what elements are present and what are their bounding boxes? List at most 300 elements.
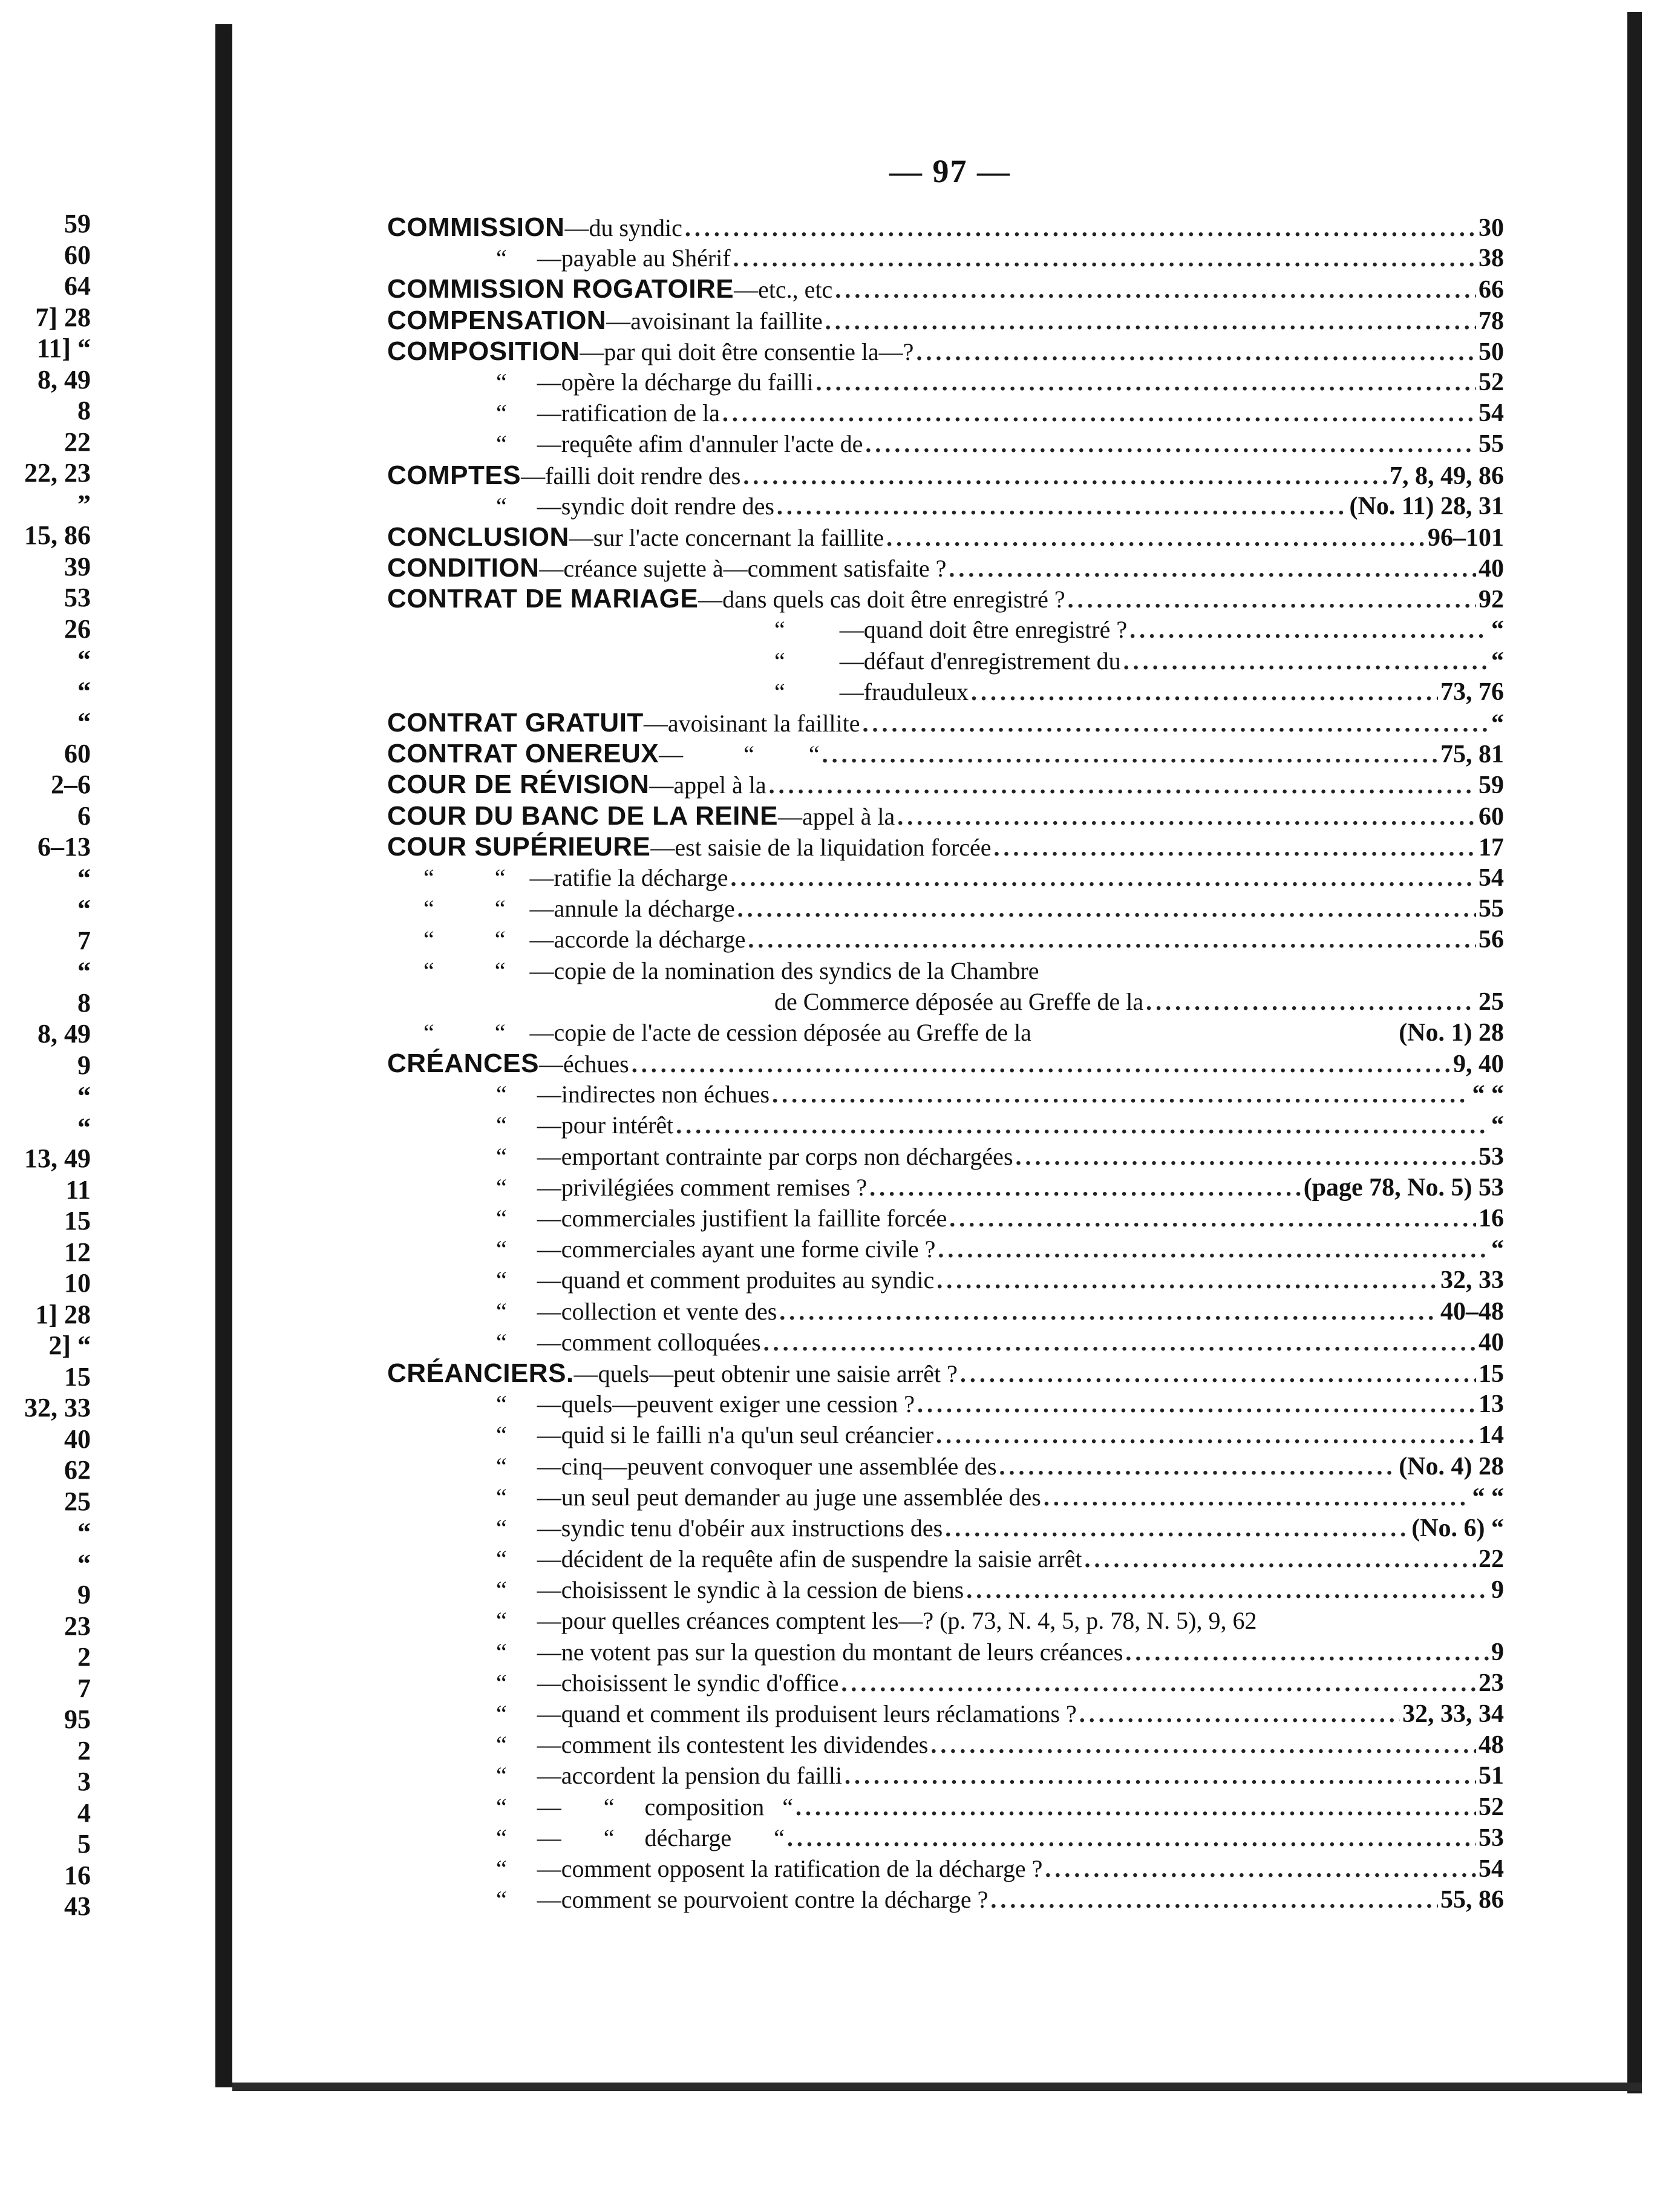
leader-dots xyxy=(632,1049,1451,1079)
entry-heading: CONDITION xyxy=(387,553,540,583)
entry-description: —comment opposent la ratification de la décharge ? xyxy=(537,1854,1043,1882)
entry-description: —est saisie de la liquidation forcée xyxy=(650,833,992,861)
leader-dots xyxy=(787,1822,1476,1853)
page-reference: 32, 33 xyxy=(1440,1266,1504,1295)
page-reference: “ xyxy=(1491,647,1504,675)
leader-dots xyxy=(743,460,1387,491)
index-entry xyxy=(387,1637,1504,1667)
page-reference: 55 xyxy=(1479,895,1504,923)
index-entry xyxy=(387,460,1504,491)
page-reference: 9, 40 xyxy=(1453,1050,1504,1079)
page-reference: 96–101 xyxy=(1428,523,1504,552)
ditto-mark: “ xyxy=(496,430,507,458)
index-entry xyxy=(387,367,1504,398)
entry-description: —opère la décharge du failli xyxy=(537,368,814,396)
page-reference: 14 xyxy=(1479,1421,1504,1450)
page-reference: “ “ xyxy=(1472,1483,1504,1511)
page-reference: 52 xyxy=(1479,1793,1504,1821)
page-reference: 78 xyxy=(1479,307,1504,335)
left-margin-number: 2–6 xyxy=(51,770,91,799)
entry-description: —comment colloquées xyxy=(537,1328,761,1356)
ditto-mark: “ xyxy=(496,1421,507,1449)
index-entry xyxy=(387,1698,1504,1729)
left-margin-number: 15 xyxy=(64,1206,91,1235)
left-margin-number: 9 xyxy=(77,1580,91,1609)
leader-dots xyxy=(949,553,1476,584)
entry-description: —ne votent pas sur la question du montant de leurs créances xyxy=(537,1638,1123,1666)
ditto-mark: “ xyxy=(496,1390,507,1418)
leader-dots xyxy=(777,491,1347,522)
entry-description: —syndic tenu d'obéir aux instructions des xyxy=(537,1514,943,1542)
ditto-mark: “ xyxy=(496,1854,507,1882)
left-margin-number: 6 xyxy=(77,800,91,831)
page-reference: 40–48 xyxy=(1440,1297,1504,1326)
ditto-mark: “ xyxy=(496,1142,507,1170)
ditto-mark: “ xyxy=(496,1545,507,1573)
left-margin-number: 22 xyxy=(64,427,91,457)
entry-description: —accorde la décharge xyxy=(529,926,746,954)
left-margin-number: “ xyxy=(77,645,91,675)
page-edge xyxy=(1627,12,1642,2093)
ditto-mark: “ “ xyxy=(423,1018,506,1046)
page-reference: 53 xyxy=(1479,1824,1504,1852)
page-reference: “ “ xyxy=(1472,1081,1504,1109)
index-entry xyxy=(387,1482,1504,1513)
entry-description: —ratifie la décharge xyxy=(529,863,728,891)
leader-dots xyxy=(1125,1637,1489,1667)
page-reference: 23 xyxy=(1479,1669,1504,1697)
leader-dots xyxy=(1045,1853,1476,1884)
leader-dots xyxy=(685,212,1476,243)
entry-description: —dans quels cas doit être enregistré ? xyxy=(698,586,1065,614)
ditto-mark: “ xyxy=(496,1328,507,1356)
page-reference: 59 xyxy=(1479,771,1504,800)
ditto-mark: “ xyxy=(496,1205,507,1232)
leader-dots xyxy=(865,428,1476,459)
leader-dots xyxy=(863,708,1489,739)
leader-dots xyxy=(990,1884,1438,1915)
entry-description: —choisissent le syndic à la cession de biens xyxy=(537,1576,964,1604)
entry-description: —appel à la xyxy=(777,802,895,830)
ditto-mark: “ xyxy=(496,1638,507,1666)
entry-description: —avoisinant la faillite xyxy=(606,307,823,335)
left-margin-number: 40 xyxy=(64,1424,91,1454)
index-entry xyxy=(387,1079,1504,1110)
index-entry xyxy=(387,1760,1504,1791)
index-entry xyxy=(387,1110,1504,1140)
index-entry xyxy=(387,491,1504,522)
left-margin-number: 3 xyxy=(77,1767,91,1796)
left-margin-number: 64 xyxy=(64,271,91,301)
entry-description: —quand et comment produites au syndic xyxy=(537,1266,935,1294)
page-reference: 54 xyxy=(1479,863,1504,892)
left-margin-number: “ xyxy=(77,1517,91,1547)
page-reference: 9 xyxy=(1491,1576,1504,1605)
entry-description: —indirectes non échues xyxy=(537,1081,770,1108)
page-reference: 40 xyxy=(1479,555,1504,583)
entry-description: —avoisinant la faillite xyxy=(643,710,860,737)
entry-description: —etc., etc xyxy=(734,276,833,304)
leader-dots xyxy=(825,306,1476,336)
left-page-fragment xyxy=(0,208,91,1922)
entry-heading: COUR DE RÉVISION xyxy=(387,770,650,800)
leader-dots xyxy=(816,367,1476,398)
index-entry xyxy=(387,1141,1504,1172)
entry-description: —ratification de la xyxy=(537,399,720,427)
index-entry xyxy=(387,614,1504,645)
page-reference: 38 xyxy=(1479,244,1504,273)
ditto-mark: “ “ xyxy=(423,863,506,891)
ditto-mark: “ xyxy=(496,368,507,396)
leader-dots xyxy=(737,893,1476,924)
entry-description: —quels—peut obtenir une saisie arrêt ? xyxy=(573,1360,958,1387)
index-entry xyxy=(387,1574,1504,1605)
page-reference: 9 xyxy=(1491,1638,1504,1666)
index-entry xyxy=(387,924,1504,955)
index-entry xyxy=(387,1884,1504,1915)
page-reference: 92 xyxy=(1479,586,1504,614)
leader-dots xyxy=(772,1079,1469,1110)
index-entry xyxy=(387,428,1504,459)
leader-dots xyxy=(845,1760,1476,1791)
leader-dots xyxy=(730,862,1476,893)
leader-dots xyxy=(930,1729,1476,1760)
leader-dots xyxy=(945,1513,1409,1543)
left-margin-number: 8 xyxy=(77,987,91,1018)
page-number: — 97 — xyxy=(889,153,1011,189)
left-margin-number: 2 xyxy=(77,1642,91,1672)
leader-dots xyxy=(917,1389,1476,1419)
ditto-mark: “ xyxy=(496,1081,507,1108)
leader-dots xyxy=(966,1574,1489,1605)
page-reference: (No. 1) 28 xyxy=(1399,1018,1504,1047)
left-margin-number: 13, 49 xyxy=(24,1144,91,1173)
left-margin-number: ” xyxy=(77,489,91,519)
ditto-mark: “ xyxy=(496,1266,507,1294)
page-reference: 54 xyxy=(1479,399,1504,428)
entry-heading: COMMISSION xyxy=(387,212,565,242)
entry-description: —décident de la requête afin de suspendre la saisie arrêt xyxy=(537,1545,1082,1573)
entry-description: — “ décharge “ xyxy=(537,1824,785,1851)
page-reference: 75, 81 xyxy=(1440,741,1504,769)
entry-description: —failli doit rendre des xyxy=(521,462,741,489)
left-margin-number: 62 xyxy=(64,1455,91,1485)
index-entry xyxy=(387,986,1504,1017)
left-margin-number: 11 xyxy=(65,1174,91,1205)
index-entry xyxy=(387,646,1504,676)
left-margin-number: 60 xyxy=(64,738,91,768)
ditto-mark: “ xyxy=(496,492,507,520)
entry-description: de Commerce déposée au Greffe de la xyxy=(774,987,1144,1015)
ditto-mark: “ xyxy=(496,399,507,427)
left-margin-number: “ xyxy=(77,863,91,893)
page-reference: 30 xyxy=(1479,214,1504,242)
index-entry xyxy=(387,1389,1504,1419)
entry-description: —commerciales justifient la faillite forcée xyxy=(537,1205,947,1232)
ditto-mark: “ “ xyxy=(423,957,506,984)
page-reference: 51 xyxy=(1479,1762,1504,1790)
leader-dots xyxy=(971,676,1438,707)
entry-heading: COMPOSITION xyxy=(387,336,580,366)
entry-description: —emportant contrainte par corps non déchargées xyxy=(537,1142,1013,1170)
entry-description: —copie de l'acte de cession déposée au Greffe de la xyxy=(529,1018,1031,1046)
entry-description: —pour intérêt xyxy=(537,1111,674,1139)
entry-description: —un seul peut demander au juge une assemblée des xyxy=(537,1483,1041,1511)
index-entry xyxy=(387,893,1504,924)
index-entry xyxy=(387,1605,1504,1636)
entry-heading: CRÉANCIERS. xyxy=(387,1358,574,1388)
entry-description: —quid si le failli n'a qu'un seul créancier xyxy=(537,1421,934,1449)
ditto-mark: “ “ xyxy=(423,926,506,954)
leader-dots xyxy=(1146,986,1476,1017)
ditto-mark: “ xyxy=(774,616,785,644)
leader-dots xyxy=(1079,1698,1400,1729)
page-reference: “ xyxy=(1491,616,1504,644)
leader-dots xyxy=(869,1172,1301,1203)
page-reference: 17 xyxy=(1479,833,1504,862)
leader-dots xyxy=(949,1203,1476,1234)
entry-description: —sur l'acte concernant la faillite xyxy=(569,523,884,551)
page-reference: “ xyxy=(1491,1235,1504,1264)
entry-description: —copie de la nomination des syndics de la Chambre xyxy=(529,957,1039,984)
index-list xyxy=(387,212,1504,1915)
ditto-mark: “ xyxy=(496,1824,507,1851)
ditto-mark: “ xyxy=(496,1297,507,1325)
page-reference: 54 xyxy=(1479,1854,1504,1883)
entry-description: —comment se pourvoient contre la décharge ? xyxy=(537,1886,988,1914)
entry-heading: CONTRAT ONEREUX xyxy=(387,739,659,769)
index-entry xyxy=(387,1853,1504,1884)
left-margin-number: 4 xyxy=(77,1798,91,1828)
page-reference: 56 xyxy=(1479,926,1504,954)
leader-dots xyxy=(936,1265,1438,1295)
index-entry xyxy=(387,336,1504,367)
page-reference: (No. 4) 28 xyxy=(1399,1452,1504,1481)
left-margin-number: 8, 49 xyxy=(38,1019,91,1049)
index-entry xyxy=(387,831,1504,862)
index-entry xyxy=(387,243,1504,273)
entry-description: —collection et vente des xyxy=(537,1297,777,1325)
ditto-mark: “ xyxy=(496,1576,507,1604)
ditto-mark: “ xyxy=(496,1669,507,1697)
leader-dots xyxy=(916,336,1476,367)
left-margin-number: 1] 28 xyxy=(35,1299,91,1329)
index-entry xyxy=(387,1203,1504,1234)
entry-heading: COUR DU BANC DE LA REINE xyxy=(387,800,778,831)
page-reference: 66 xyxy=(1479,276,1504,304)
left-margin-number: “ xyxy=(77,676,91,706)
index-entry xyxy=(387,707,1504,738)
left-margin-number: 7] 28 xyxy=(35,302,91,332)
left-margin-number: 60 xyxy=(64,240,91,270)
index-entry xyxy=(387,1543,1504,1574)
page-reference: 52 xyxy=(1479,368,1504,396)
entry-heading: COMMISSION ROGATOIRE xyxy=(387,274,734,304)
entry-description: —syndic doit rendre des xyxy=(537,492,774,520)
index-entry xyxy=(387,800,1504,831)
entry-description: —accordent la pension du failli xyxy=(537,1762,843,1790)
ditto-mark: “ xyxy=(774,678,785,705)
left-margin-number: 32, 33 xyxy=(24,1393,91,1422)
left-margin-number: 9 xyxy=(77,1050,91,1080)
entry-description: —annule la décharge xyxy=(529,895,735,923)
index-entry xyxy=(387,955,1504,986)
entry-heading: CONTRAT DE MARIAGE xyxy=(387,584,699,614)
page-reference: 22 xyxy=(1479,1545,1504,1574)
entry-description: —par qui doit être consentie la—? xyxy=(580,338,914,365)
leader-dots xyxy=(897,801,1476,832)
entry-description: —privilégiées comment remises ? xyxy=(537,1173,868,1201)
page-reference: 53 xyxy=(1479,1142,1504,1171)
entry-description: —quels—peuvent exiger une cession ? xyxy=(537,1390,915,1418)
index-entry xyxy=(387,1667,1504,1698)
index-entry xyxy=(387,1265,1504,1295)
left-margin-number: 2 xyxy=(77,1735,91,1765)
page-reference: 60 xyxy=(1479,802,1504,831)
page-reference: “ xyxy=(1491,1111,1504,1140)
index-entry xyxy=(387,1822,1504,1853)
ditto-mark: “ xyxy=(496,1514,507,1542)
page-reference: (No. 6) “ xyxy=(1411,1514,1504,1542)
leader-dots xyxy=(1016,1141,1476,1172)
left-margin-number: 53 xyxy=(64,583,91,612)
index-entry xyxy=(387,1419,1504,1450)
left-margin-number: 12 xyxy=(64,1237,91,1267)
page-reference: 50 xyxy=(1479,338,1504,366)
ditto-mark: “ xyxy=(774,647,785,675)
ditto-mark: “ xyxy=(496,1111,507,1139)
ditto-mark: “ xyxy=(496,1483,507,1511)
index-entry xyxy=(387,1513,1504,1543)
page-reference: (page 78, No. 5) 53 xyxy=(1303,1173,1504,1202)
leader-dots xyxy=(1068,584,1476,615)
leader-dots xyxy=(835,274,1476,305)
index-entry xyxy=(387,1792,1504,1822)
leader-dots xyxy=(769,770,1476,800)
page-reference: “ xyxy=(1491,710,1504,738)
index-entry xyxy=(387,1296,1504,1327)
left-margin-number: 10 xyxy=(64,1268,91,1298)
index-entry xyxy=(387,583,1504,614)
entry-description: —quand et comment ils produisent leurs réclamations ? xyxy=(537,1700,1077,1727)
index-entry xyxy=(387,552,1504,583)
left-margin-number: “ xyxy=(77,957,91,986)
ditto-mark: “ xyxy=(496,244,507,272)
page-reference: 48 xyxy=(1479,1731,1504,1759)
left-margin-number: “ xyxy=(77,1112,91,1142)
ditto-mark: “ xyxy=(496,1886,507,1914)
page-reference: 40 xyxy=(1479,1328,1504,1356)
leader-dots xyxy=(886,522,1425,553)
entry-description: —pour quelles créances comptent les—? (p. 73, N. 4, 5, p. 78, N. 5), 9, 62 xyxy=(537,1607,1257,1635)
page-reference: 32, 33, 34 xyxy=(1402,1700,1504,1728)
left-margin-number: 22, 23 xyxy=(24,458,91,488)
index-entry xyxy=(387,1234,1504,1265)
entry-description: —requête afim d'annuler l'acte de xyxy=(537,430,863,458)
left-margin-number: 39 xyxy=(64,551,91,581)
index-entry xyxy=(387,1172,1504,1203)
leader-dots xyxy=(1084,1543,1476,1574)
left-margin-number: 15, 86 xyxy=(24,520,91,550)
leader-dots xyxy=(748,924,1476,955)
leader-dots xyxy=(936,1419,1476,1450)
entry-heading: COMPENSATION xyxy=(387,305,607,335)
index-entry xyxy=(387,1048,1504,1079)
index-entry xyxy=(387,1327,1504,1358)
left-margin-number: 23 xyxy=(64,1611,91,1641)
entry-description: —défaut d'enregistrement du xyxy=(839,647,1121,675)
leader-dots xyxy=(733,243,1476,273)
leader-dots xyxy=(999,1451,1397,1482)
leader-dots xyxy=(822,739,1438,770)
index-entry xyxy=(387,305,1504,336)
index-entry xyxy=(387,1729,1504,1760)
index-entry xyxy=(387,738,1504,769)
leader-dots xyxy=(722,398,1476,428)
left-margin-number: 25 xyxy=(64,1486,91,1516)
leader-dots xyxy=(796,1792,1476,1822)
left-margin-number: 7 xyxy=(77,1673,91,1703)
page-reference: 55 xyxy=(1479,430,1504,459)
entry-description: —frauduleux xyxy=(839,678,969,705)
ditto-mark: “ xyxy=(496,1173,507,1201)
left-margin-number: 43 xyxy=(64,1891,91,1921)
entry-description: —quand doit être enregistré ? xyxy=(839,616,1128,644)
leader-dots xyxy=(779,1296,1438,1327)
entry-description: — “ composition “ xyxy=(537,1793,794,1821)
index-entry xyxy=(387,769,1504,800)
ditto-mark: “ “ xyxy=(423,895,506,923)
index-entry xyxy=(387,522,1504,552)
leader-dots xyxy=(676,1110,1489,1140)
left-margin-number: 15 xyxy=(64,1361,91,1392)
ditto-mark: “ xyxy=(496,1793,507,1821)
ditto-mark: “ xyxy=(496,1452,507,1480)
leader-dots xyxy=(1129,614,1489,645)
page-reference: 13 xyxy=(1479,1390,1504,1419)
page-reference: (No. 11) 28, 31 xyxy=(1349,492,1504,520)
entry-description: —créance sujette à—comment satisfaite ? xyxy=(539,555,947,583)
leader-dots xyxy=(763,1327,1476,1358)
entry-description: —choisissent le syndic d'office xyxy=(537,1669,839,1697)
left-margin-number: 5 xyxy=(77,1829,91,1859)
left-margin-number: 8 xyxy=(77,396,91,425)
page-reference: 7, 8, 49, 86 xyxy=(1390,462,1504,490)
left-margin-number: 8, 49 xyxy=(38,364,91,394)
entry-heading: COUR SUPÉRIEURE xyxy=(387,831,651,862)
ditto-mark: “ xyxy=(496,1762,507,1790)
leader-dots xyxy=(994,832,1477,863)
entry-heading: CONCLUSION xyxy=(387,522,569,552)
left-margin-number: 6–13 xyxy=(38,832,91,862)
left-margin-number: “ xyxy=(77,894,91,924)
index-entry xyxy=(387,273,1504,304)
leader-dots xyxy=(1044,1482,1470,1513)
ditto-mark: “ xyxy=(496,1607,507,1635)
page-reference: 15 xyxy=(1479,1360,1504,1388)
entry-description: —commerciales ayant une forme civile ? xyxy=(537,1235,936,1263)
ditto-mark: “ xyxy=(496,1700,507,1727)
page-reference: 25 xyxy=(1479,987,1504,1016)
left-margin-number: 16 xyxy=(64,1860,91,1890)
left-margin-number: 11] “ xyxy=(36,333,91,363)
page-reference: 55, 86 xyxy=(1440,1886,1504,1914)
entry-description: —appel à la xyxy=(649,771,766,799)
index-entry xyxy=(387,1017,1504,1048)
index-entry xyxy=(387,398,1504,428)
entry-description: — “ “ xyxy=(659,741,820,768)
entry-heading: CONTRAT GRATUIT xyxy=(387,708,644,738)
